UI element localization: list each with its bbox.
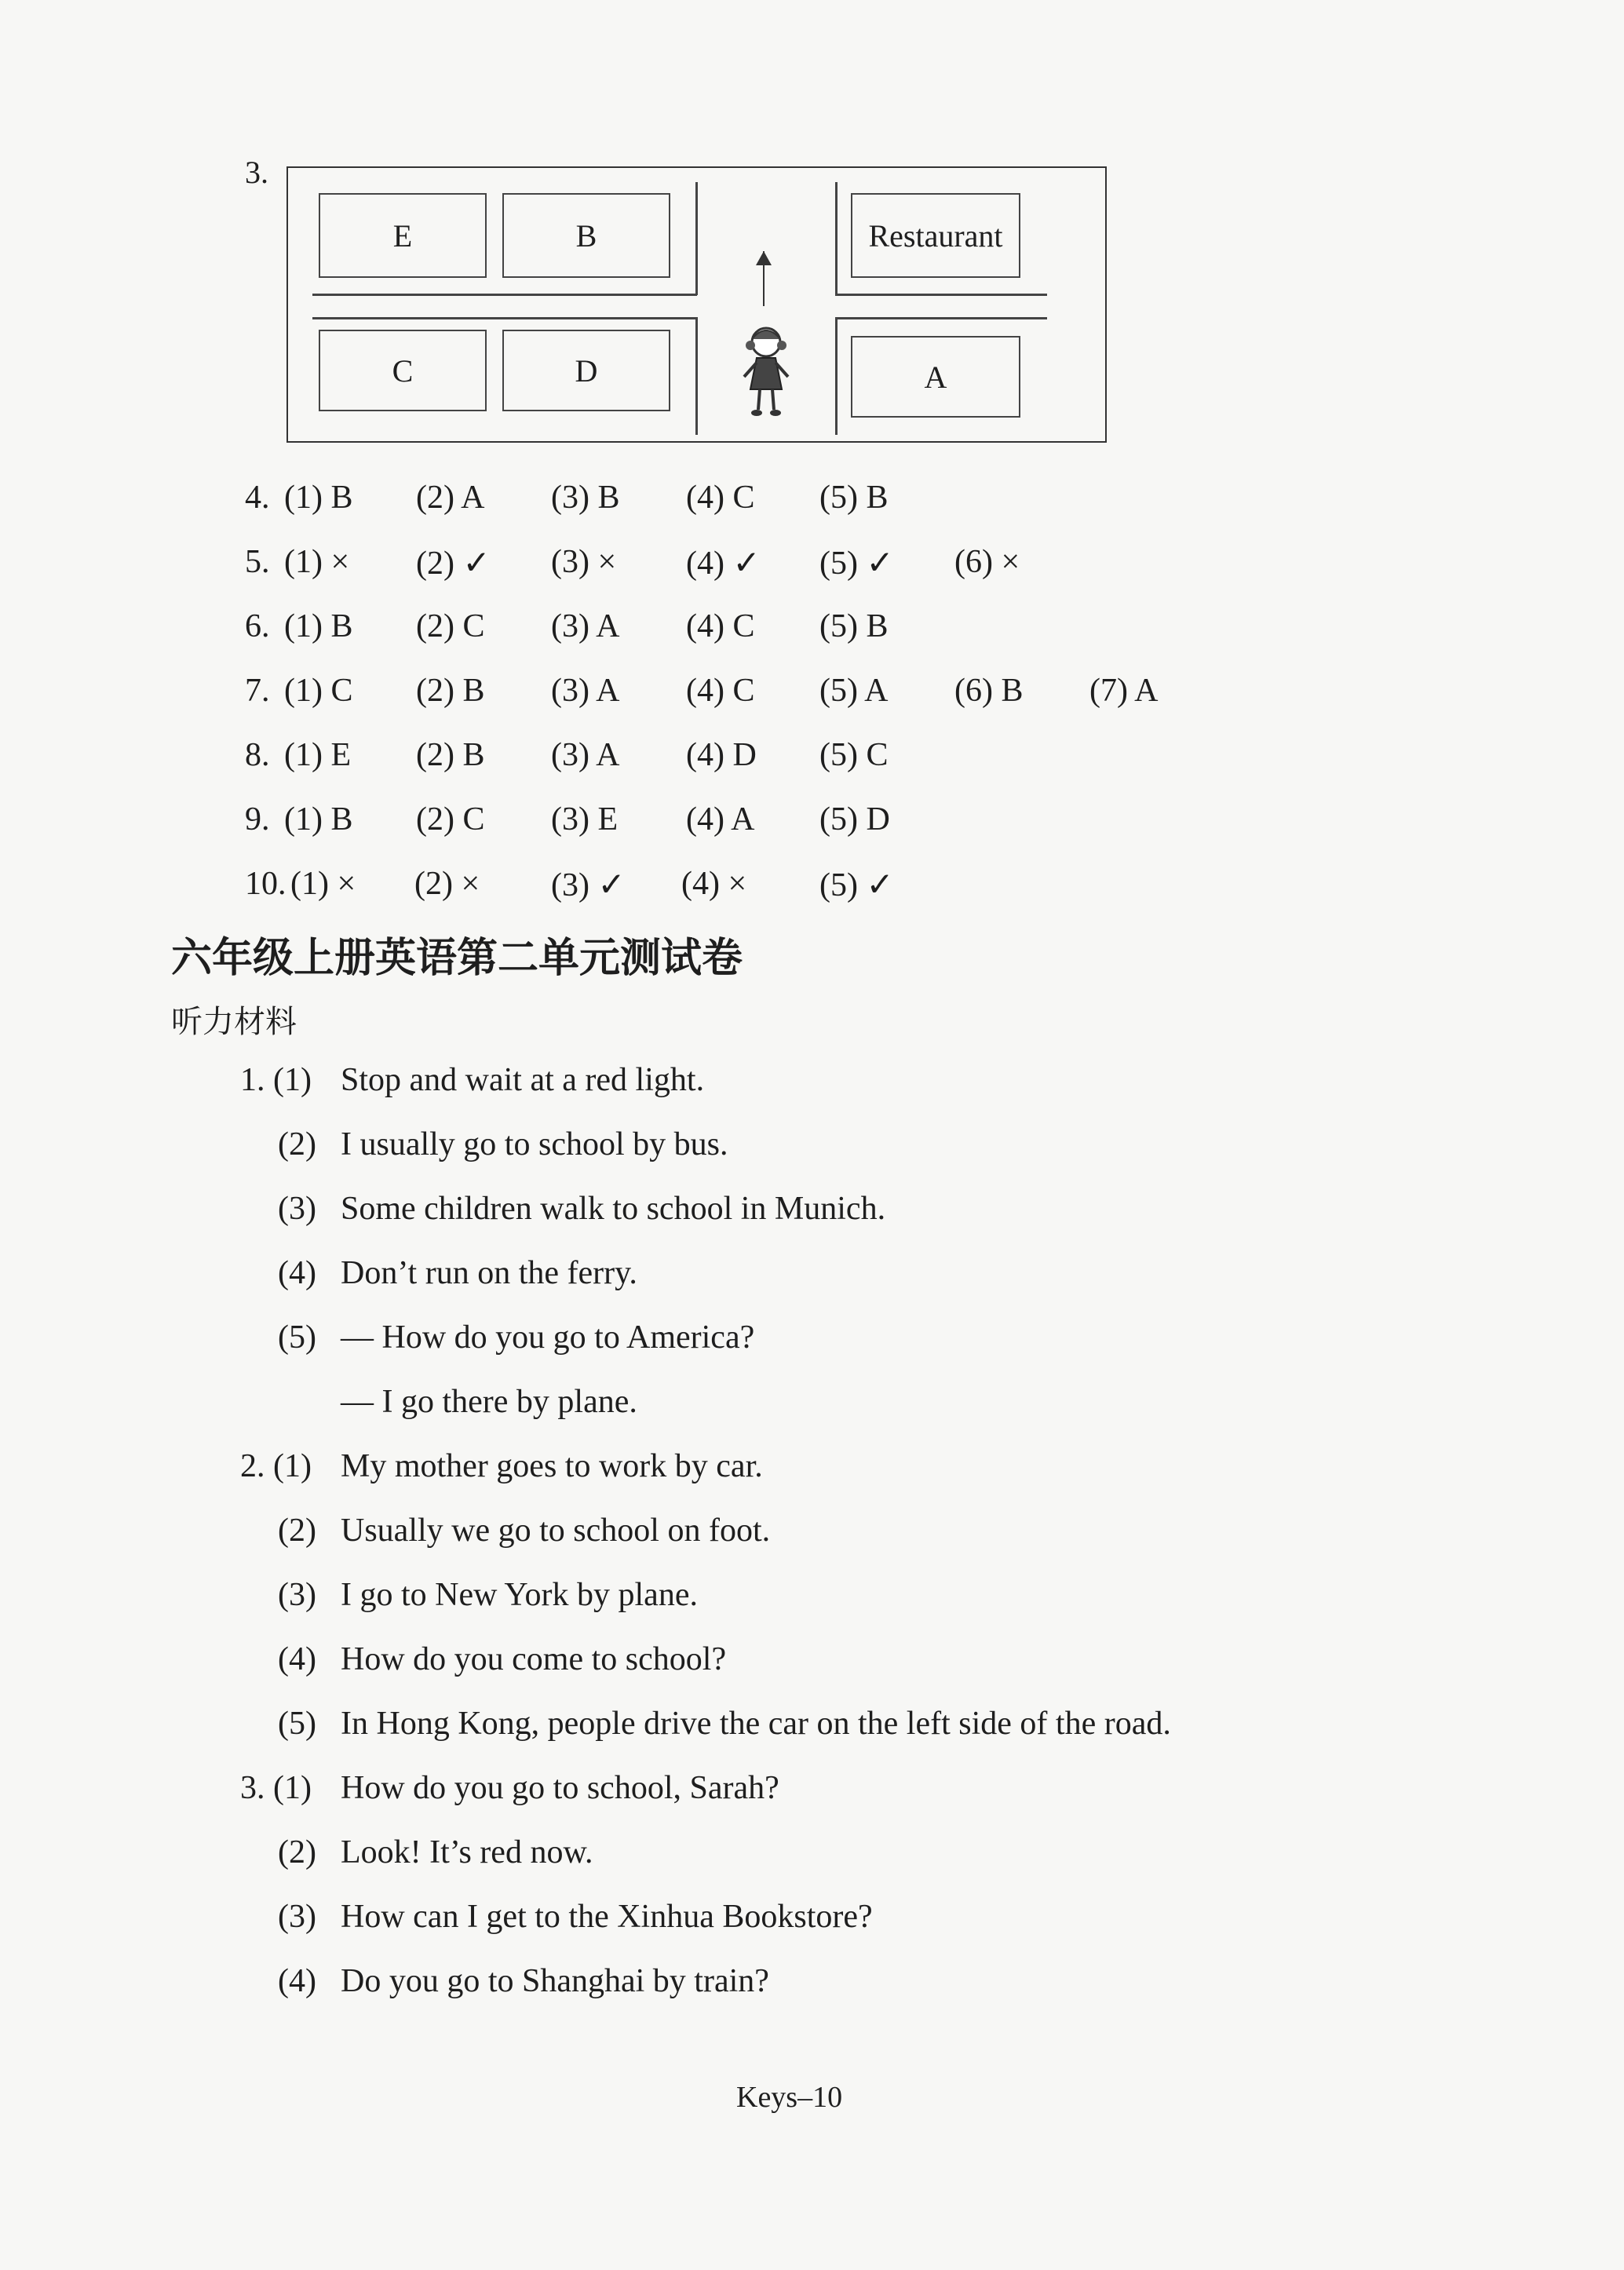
answer-item: (5) A	[819, 673, 889, 709]
listening-text: Do you go to Shanghai by train?	[341, 1963, 769, 1999]
map-block-e: E	[319, 193, 487, 278]
listening-label: (5)	[278, 1706, 316, 1742]
answer-item: (2) C	[416, 608, 485, 644]
answer-item: (4) C	[686, 608, 755, 644]
road-line	[695, 182, 698, 295]
map-block-restaurant: Restaurant	[851, 193, 1020, 278]
listening-label: (3)	[278, 1899, 316, 1935]
direction-arrow-icon	[756, 251, 772, 265]
listening-label: (2)	[278, 1834, 316, 1870]
answer-item: (4) ×	[681, 866, 747, 902]
answer-number: 10.	[245, 866, 286, 902]
page-footer: Keys–10	[736, 2081, 843, 2114]
answer-item: (2) B	[416, 737, 485, 773]
answer-item: (5) ✓	[819, 546, 894, 582]
listening-label: (4)	[278, 1963, 316, 1999]
map-block-d: D	[502, 330, 670, 411]
listening-label: (2)	[278, 1513, 316, 1549]
answer-item: (2) ✓	[416, 546, 491, 582]
road-line	[695, 317, 698, 435]
answer-item: (5) ✓	[819, 867, 894, 903]
map-block-c: C	[319, 330, 487, 411]
road-line	[312, 317, 697, 319]
answer-item: (3) A	[551, 673, 620, 709]
answer-item: (5) B	[819, 480, 889, 516]
answer-item: (4) D	[686, 737, 757, 773]
answer-item: (4) C	[686, 673, 755, 709]
answer-item: (1) E	[284, 737, 352, 773]
listening-text: Don’t run on the ferry.	[341, 1255, 637, 1291]
question-3-number: 3.	[245, 155, 268, 190]
answer-number: 7.	[245, 673, 270, 709]
listening-text: Usually we go to school on foot.	[341, 1513, 771, 1549]
listening-text: I go to New York by plane.	[341, 1577, 698, 1613]
answer-item: (5) C	[819, 737, 889, 773]
listening-text: Look! It’s red now.	[341, 1834, 593, 1870]
answer-item: (5) B	[819, 608, 889, 644]
answer-number: 5.	[245, 544, 270, 580]
answer-item: (1) ×	[290, 866, 356, 902]
road-line	[835, 317, 838, 435]
listening-text: How do you go to school, Sarah?	[341, 1770, 779, 1806]
listening-text: Stop and wait at a red light.	[341, 1062, 705, 1098]
answer-item: (3) ✓	[551, 867, 626, 903]
listening-label: (3)	[278, 1191, 316, 1227]
answer-item: (3) A	[551, 608, 620, 644]
listening-text: I usually go to school by bus.	[341, 1126, 728, 1162]
road-line	[835, 294, 1047, 296]
listening-label: (3)	[278, 1577, 316, 1613]
answer-item: (4) C	[686, 480, 755, 516]
road-line	[312, 294, 697, 296]
listening-text: How can I get to the Xinhua Bookstore?	[341, 1899, 873, 1935]
listening-label: 2. (1)	[240, 1448, 312, 1484]
listening-text: In Hong Kong, people drive the car on the left side of the road.	[341, 1706, 1171, 1742]
answer-number: 4.	[245, 480, 270, 516]
road-line	[835, 317, 1047, 319]
answer-item: (7) A	[1089, 673, 1159, 709]
answer-item: (1) C	[284, 673, 353, 709]
answer-item: (4) ✓	[686, 546, 761, 582]
listening-label: (2)	[278, 1126, 316, 1162]
road-line	[835, 182, 838, 295]
listening-text: — How do you go to America?	[341, 1319, 755, 1356]
listening-label: (4)	[278, 1641, 316, 1677]
answer-item: (3) E	[551, 801, 619, 838]
map-block-a: A	[851, 336, 1020, 418]
answer-number: 9.	[245, 801, 270, 838]
listening-text: Some children walk to school in Munich.	[341, 1191, 886, 1227]
answer-item: (6) B	[954, 673, 1024, 709]
answer-item: (2) B	[416, 673, 485, 709]
listening-title: 听力材料	[171, 1004, 297, 1040]
answer-number: 6.	[245, 608, 270, 644]
answer-item: (6) ×	[954, 544, 1020, 580]
answer-item: (3) B	[551, 480, 620, 516]
answer-item: (3) ×	[551, 544, 617, 580]
listening-text: — I go there by plane.	[341, 1384, 637, 1420]
answer-item: (5) D	[819, 801, 890, 838]
girl-figure-icon	[736, 322, 796, 419]
answer-item: (1) ×	[284, 544, 350, 580]
answer-item: (2) ×	[414, 866, 480, 902]
listening-text: My mother goes to work by car.	[341, 1448, 763, 1484]
answer-item: (1) B	[284, 480, 353, 516]
listening-label: (4)	[278, 1255, 316, 1291]
listening-label: 3. (1)	[240, 1770, 312, 1806]
answer-item: (2) C	[416, 801, 485, 838]
section-title: 六年级上册英语第二单元测试卷	[171, 935, 743, 982]
answer-item: (2) A	[416, 480, 485, 516]
answer-item: (1) B	[284, 801, 353, 838]
answer-number: 8.	[245, 737, 270, 773]
answer-item: (1) B	[284, 608, 353, 644]
map-block-b: B	[502, 193, 670, 278]
listening-label: (5)	[278, 1319, 316, 1356]
listening-label: 1. (1)	[240, 1062, 312, 1098]
answer-item: (3) A	[551, 737, 620, 773]
listening-text: How do you come to school?	[341, 1641, 727, 1677]
answer-item: (4) A	[686, 801, 755, 838]
